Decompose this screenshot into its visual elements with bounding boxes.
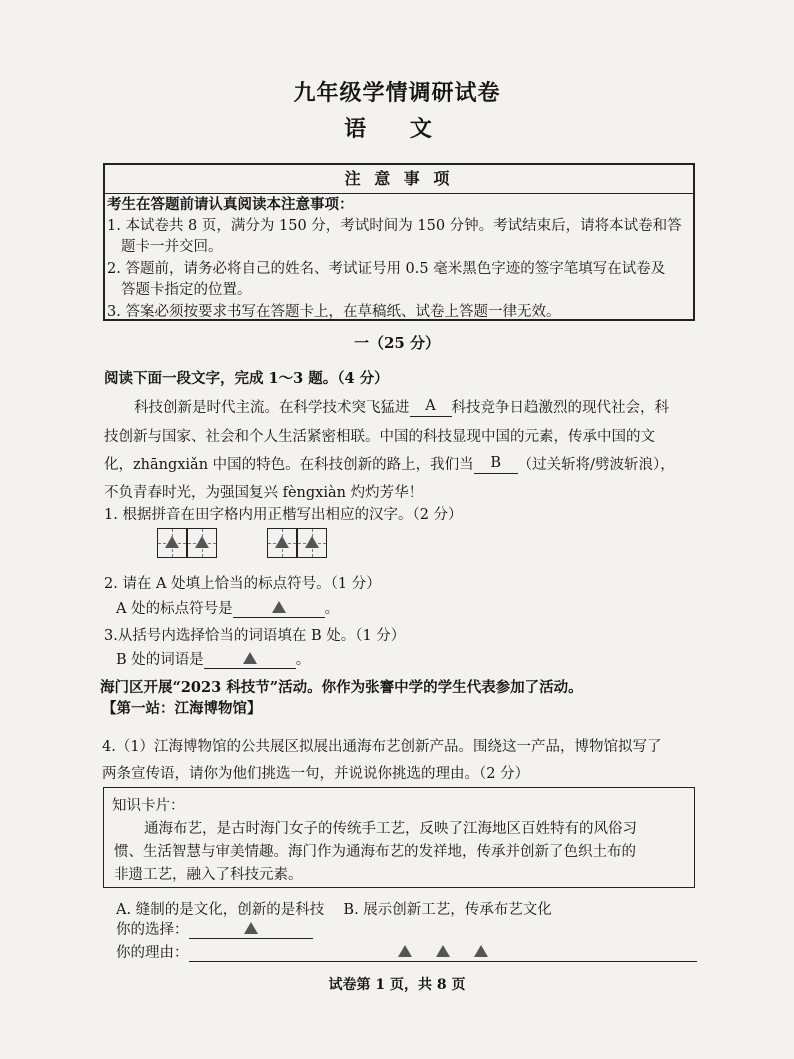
- q1-prompt: 1. 根据拼音在田字格内用正楷写出相应的汉字。（2 分）: [104, 507, 463, 523]
- period: 。: [295, 652, 311, 668]
- notice-item-3: 3. 答案必须按要求书写在答题卡上，在草稿纸、试卷上答题一律无效。: [107, 303, 561, 320]
- page-footer: 试卷第 1 页，共 8 页: [328, 977, 466, 993]
- q3-answer-line: [116, 648, 310, 669]
- q3-answer-blank[interactable]: [204, 650, 296, 669]
- blank-b-label: B: [490, 455, 501, 471]
- q3-prompt: 3.从括号内选择恰当的词语填在 B 处。（1 分）: [104, 628, 406, 644]
- reason-line: [116, 941, 697, 962]
- answer-marker-icon: [474, 945, 488, 957]
- answer-marker-icon: [436, 945, 450, 957]
- answer-marker-icon: [398, 945, 412, 957]
- passage-line-2: 技创新与国家、社会和个人生活紧密相联。中国的科技显现中国的元素，传承中国的文: [104, 429, 655, 445]
- answer-marker-icon: [305, 536, 319, 548]
- q3-answer-label: B 处的词语是: [116, 652, 204, 668]
- card-line: 惯、生活智慧与审美情趣。海门作为通海布艺的发祥地，传承并创新了色织土布的: [114, 844, 636, 860]
- choice-label: 你的选择：: [116, 922, 189, 938]
- passage-text: 科技竞争日趋激烈的现代社会，科: [451, 400, 669, 416]
- knowledge-card: [103, 787, 695, 888]
- answer-marker-icon: [165, 536, 179, 548]
- notice-lead: 考生在答题前请认真阅读本注意事项：: [107, 196, 354, 213]
- tianzige-box[interactable]: [157, 528, 187, 558]
- passage-text: （过关斩将/劈波斩浪），: [517, 457, 675, 473]
- q4-prompt-line-1: 4.（1）江海博物馆的公共展区拟展出通海布艺创新产品。围绕这一产品，博物馆拟写了: [102, 739, 662, 755]
- passage-text: 化，zhāngxiǎn 中国的特色。在科技创新的路上，我们当: [104, 457, 474, 473]
- option-b: B. 展示创新工艺，传承布艺文化: [343, 902, 552, 918]
- q2-prompt: 2. 请在 A 处填上恰当的标点符号。（1 分）: [104, 576, 381, 592]
- blank-a-label: A: [425, 398, 436, 414]
- blank-b[interactable]: [474, 455, 518, 474]
- tianzige-box[interactable]: [267, 528, 297, 558]
- section-label: 一（25 分）: [353, 334, 441, 352]
- notice-item-1: 1. 本试卷共 8 页，满分为 150 分，考试时间为 150 分钟。考试结束后，请将本试卷和答: [107, 217, 682, 234]
- notice-heading: 注 意 事 项: [105, 165, 693, 194]
- card-title: 知识卡片：: [112, 798, 185, 814]
- choice-blank[interactable]: [189, 920, 313, 939]
- answer-marker-icon: [244, 922, 258, 934]
- section-heading: [0, 332, 794, 353]
- notice-box: [103, 163, 695, 321]
- passage-line-4: 不负青春时光，为强国复兴 fèngxiàn 灼灼芳华！: [104, 485, 424, 501]
- q1-3-intro: 阅读下面一段文字，完成 1～3 题。（4 分）: [104, 370, 389, 387]
- tianzige-box[interactable]: [187, 528, 217, 558]
- passage-line-1: [134, 396, 669, 417]
- card-line: 通海布艺，是古时海门女子的传统手工艺，反映了江海地区百姓特有的风俗习: [144, 821, 637, 837]
- card-line: 非遗工艺，融入了科技元素。: [114, 867, 303, 883]
- passage-text: 科技创新是时代主流。在科学技术突飞猛进: [134, 400, 410, 416]
- tianzige-box[interactable]: [297, 528, 327, 558]
- notice-item-2-cont: 答题卡指定的位置。: [121, 282, 252, 298]
- answer-marker-icon: [275, 536, 289, 548]
- exam-title: 九年级学情调研试卷: [293, 80, 501, 106]
- q4-prompt-line-2: 两条宣传语，请你为他们挑选一句，并说说你挑选的理由。（2 分）: [102, 766, 530, 782]
- card-body: [114, 818, 682, 887]
- choice-line: [116, 918, 313, 939]
- answer-marker-icon: [195, 536, 209, 548]
- answer-marker-icon: [243, 652, 257, 664]
- reason-label: 你的理由：: [116, 945, 189, 961]
- q2-answer-label: A 处的标点符号是: [116, 601, 233, 617]
- notice-item-2: 2. 答题前，请务必将自己的姓名、考试证号用 0.5 毫米黑色字迹的签字笔填写在试卷及: [107, 260, 666, 277]
- passage-line-3: [104, 453, 675, 474]
- answer-marker-icon: [272, 601, 286, 613]
- station-heading: 【第一站：江海博物馆】: [102, 700, 262, 717]
- q2-answer-blank[interactable]: [233, 599, 325, 618]
- option-a: A. 缝制的是文化，创新的是科技: [116, 902, 325, 918]
- subject-title: 语 文: [344, 116, 450, 142]
- blank-a[interactable]: [410, 398, 452, 417]
- q2-answer-line: [116, 597, 339, 618]
- activity-intro: 海门区开展“2023 科技节”活动。你作为张謇中学的学生代表参加了活动。: [100, 679, 583, 696]
- notice-item-1-cont: 题卡一并交回。: [121, 239, 223, 255]
- reason-blank[interactable]: [189, 943, 697, 962]
- options-line: [116, 898, 552, 919]
- period: 。: [324, 601, 340, 617]
